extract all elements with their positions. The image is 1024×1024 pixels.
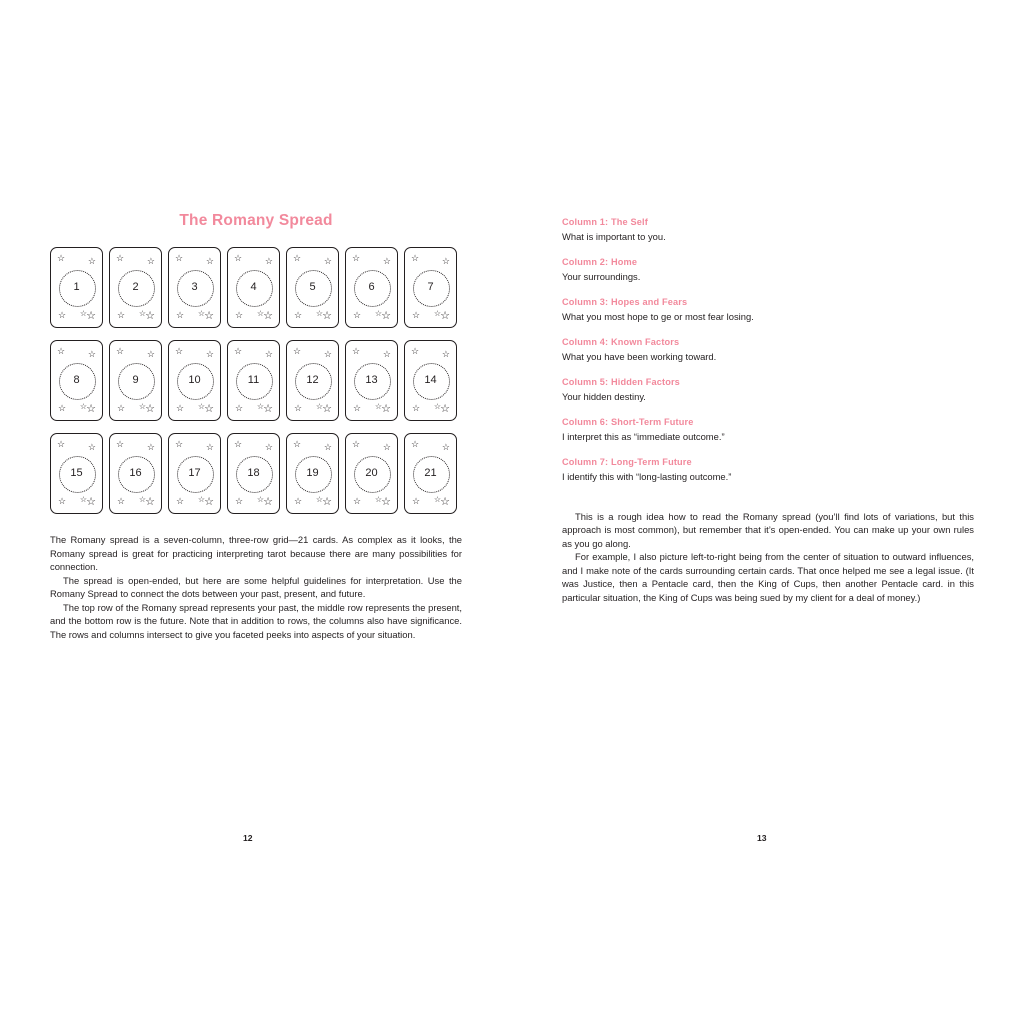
column-description: I identify this with “long-lasting outcome.” (562, 471, 732, 482)
star-icon: ☆ (352, 253, 361, 263)
star-icon: ☆ (235, 496, 244, 506)
star-icon: ☆ (382, 442, 391, 452)
star-icon: ☆ (264, 349, 273, 359)
star-icon: ☆ (79, 309, 87, 318)
star-icon: ☆ (79, 495, 87, 504)
star-icon: ☆ (441, 256, 450, 266)
star-icon: ☆ (440, 310, 450, 322)
star-icon: ☆ (145, 403, 155, 415)
star-icon: ☆ (263, 310, 273, 322)
tarot-card[interactable] (50, 247, 103, 328)
tarot-card[interactable] (109, 340, 162, 421)
column-description: What you have been working toward. (562, 351, 717, 362)
star-icon: ☆ (381, 403, 391, 415)
star-icon: ☆ (323, 349, 332, 359)
star-icon: ☆ (323, 442, 332, 452)
card-number: 10 (188, 373, 201, 386)
star-icon: ☆ (145, 310, 155, 322)
paragraph: The Romany spread is a seven-column, three-row grid—21 cards. As complex as it looks, the Romany spread is great for practicing interpreting tarot because there are many possibilities for connection. (50, 534, 462, 572)
star-icon: ☆ (79, 402, 87, 411)
star-icon: ☆ (440, 403, 450, 415)
star-icon: ☆ (146, 349, 155, 359)
star-icon: ☆ (352, 346, 361, 356)
tarot-card[interactable] (286, 247, 339, 328)
star-icon: ☆ (138, 402, 146, 411)
star-icon: ☆ (381, 310, 391, 322)
card-number: 3 (191, 280, 198, 293)
list-item (562, 456, 974, 484)
star-icon: ☆ (294, 496, 303, 506)
star-icon: ☆ (176, 496, 185, 506)
star-icon: ☆ (235, 310, 244, 320)
star-icon: ☆ (197, 309, 205, 318)
tarot-card[interactable] (286, 433, 339, 514)
tarot-card[interactable] (109, 247, 162, 328)
tarot-card[interactable] (404, 340, 457, 421)
star-icon: ☆ (433, 309, 441, 318)
card-number: 15 (70, 466, 83, 479)
star-icon: ☆ (441, 442, 450, 452)
list-item (562, 416, 974, 444)
star-icon: ☆ (235, 403, 244, 413)
tarot-card[interactable] (345, 433, 398, 514)
card-number: 8 (73, 373, 80, 386)
page-title: The Romany Spread (179, 212, 333, 229)
star-icon: ☆ (440, 496, 450, 508)
list-item (562, 336, 974, 364)
card-number: 21 (424, 466, 437, 479)
card-number: 2 (132, 280, 139, 293)
card-number: 16 (129, 466, 142, 479)
star-icon: ☆ (86, 403, 96, 415)
star-icon: ☆ (117, 403, 126, 413)
star-icon: ☆ (87, 442, 96, 452)
star-icon: ☆ (412, 310, 421, 320)
star-icon: ☆ (138, 495, 146, 504)
star-icon: ☆ (204, 403, 214, 415)
star-icon: ☆ (234, 439, 243, 449)
column-heading: Column 6: Short-Term Future (562, 417, 694, 427)
star-icon: ☆ (433, 495, 441, 504)
star-icon: ☆ (374, 309, 382, 318)
tarot-card-grid (50, 247, 462, 514)
star-icon: ☆ (204, 310, 214, 322)
star-icon: ☆ (87, 349, 96, 359)
tarot-card[interactable] (345, 340, 398, 421)
tarot-card[interactable] (404, 247, 457, 328)
star-icon: ☆ (411, 253, 420, 263)
page-number-right: 13 (757, 833, 767, 843)
tarot-card[interactable] (168, 340, 221, 421)
star-icon: ☆ (353, 403, 362, 413)
star-icon: ☆ (86, 496, 96, 508)
star-icon: ☆ (117, 310, 126, 320)
star-icon: ☆ (315, 309, 323, 318)
paragraph: The spread is open-ended, but here are some helpful guidelines for interpretation. Use the Romany Spread to connect the dots between your past, present, and future. (50, 574, 462, 599)
star-icon: ☆ (205, 349, 214, 359)
left-page (50, 172, 462, 641)
star-icon: ☆ (411, 346, 420, 356)
star-icon: ☆ (322, 403, 332, 415)
card-number: 19 (306, 466, 319, 479)
left-body-text (50, 533, 462, 641)
card-number: 18 (247, 466, 260, 479)
paragraph: For example, I also picture left-to-right being from the center of situation to outward influences, and I make note of the cards surrounding certain cards. That once helped me see a legal issue. (It was Justice, then a Pentacle card, then the King of Cups, then another Pentacle card. in this particular situation, the King of Cups was being sued by my client for a deal of money.) (562, 551, 974, 603)
star-icon: ☆ (256, 402, 264, 411)
column-heading: Column 7: Long-Term Future (562, 457, 692, 467)
tarot-card[interactable] (168, 247, 221, 328)
card-number: 6 (368, 280, 375, 293)
column-description: Your surroundings. (562, 271, 641, 282)
column-heading: Column 2: Home (562, 257, 638, 267)
list-item (562, 376, 974, 404)
card-number: 4 (250, 280, 257, 293)
star-icon: ☆ (58, 496, 67, 506)
card-number: 17 (188, 466, 201, 479)
star-icon: ☆ (146, 256, 155, 266)
column-meanings-list (562, 216, 974, 484)
star-icon: ☆ (264, 256, 273, 266)
star-icon: ☆ (294, 403, 303, 413)
star-icon: ☆ (256, 495, 264, 504)
tarot-card[interactable] (404, 433, 457, 514)
star-icon: ☆ (322, 310, 332, 322)
tarot-card[interactable] (227, 247, 280, 328)
star-icon: ☆ (323, 256, 332, 266)
star-icon: ☆ (116, 439, 125, 449)
star-icon: ☆ (382, 349, 391, 359)
column-description: I interpret this as “immediate outcome.” (562, 431, 725, 442)
tarot-card[interactable] (109, 433, 162, 514)
star-icon: ☆ (197, 495, 205, 504)
star-icon: ☆ (352, 439, 361, 449)
tarot-card[interactable] (168, 433, 221, 514)
page-number-left: 12 (243, 833, 253, 843)
star-icon: ☆ (116, 346, 125, 356)
card-row (50, 433, 462, 514)
list-item (562, 256, 974, 284)
paragraph: This is a rough idea how to read the Romany spread (you’ll find lots of variations, but this approach is most common), but remember that it’s open-ended. You can make up your own rules as you go along. (562, 510, 974, 549)
star-icon: ☆ (176, 310, 185, 320)
tarot-card[interactable] (286, 340, 339, 421)
star-icon: ☆ (293, 253, 302, 263)
star-icon: ☆ (175, 439, 184, 449)
star-icon: ☆ (353, 496, 362, 506)
column-description: What you most hope to ge or most fear losing. (562, 311, 754, 322)
card-row (50, 247, 462, 328)
star-icon: ☆ (175, 253, 184, 263)
star-icon: ☆ (256, 309, 264, 318)
right-page (562, 172, 974, 604)
star-icon: ☆ (315, 402, 323, 411)
star-icon: ☆ (117, 496, 126, 506)
star-icon: ☆ (138, 309, 146, 318)
star-icon: ☆ (175, 346, 184, 356)
star-icon: ☆ (353, 310, 362, 320)
star-icon: ☆ (374, 402, 382, 411)
star-icon: ☆ (57, 439, 66, 449)
star-icon: ☆ (205, 256, 214, 266)
star-icon: ☆ (381, 496, 391, 508)
star-icon: ☆ (441, 349, 450, 359)
star-icon: ☆ (87, 256, 96, 266)
card-row (50, 340, 462, 421)
card-number: 12 (306, 373, 319, 386)
star-icon: ☆ (293, 439, 302, 449)
star-icon: ☆ (263, 496, 273, 508)
star-icon: ☆ (294, 310, 303, 320)
tarot-card[interactable] (227, 340, 280, 421)
star-icon: ☆ (145, 496, 155, 508)
column-description: What is important to you. (562, 231, 666, 242)
star-icon: ☆ (58, 403, 67, 413)
column-description: Your hidden destiny. (562, 391, 646, 402)
list-item (562, 296, 974, 324)
column-heading: Column 3: Hopes and Fears (562, 297, 688, 307)
card-number: 11 (247, 373, 260, 386)
star-icon: ☆ (146, 442, 155, 452)
star-icon: ☆ (322, 496, 332, 508)
star-icon: ☆ (411, 439, 420, 449)
star-icon: ☆ (234, 253, 243, 263)
card-number: 14 (424, 373, 437, 386)
star-icon: ☆ (412, 403, 421, 413)
star-icon: ☆ (264, 442, 273, 452)
star-icon: ☆ (57, 253, 66, 263)
star-icon: ☆ (205, 442, 214, 452)
star-icon: ☆ (315, 495, 323, 504)
card-number: 13 (365, 373, 378, 386)
star-icon: ☆ (263, 403, 273, 415)
card-number: 7 (427, 280, 434, 293)
column-heading: Column 4: Known Factors (562, 337, 680, 347)
tarot-card[interactable] (50, 433, 103, 514)
card-number: 1 (73, 280, 80, 293)
star-icon: ☆ (374, 495, 382, 504)
star-icon: ☆ (234, 346, 243, 356)
card-number: 5 (309, 280, 316, 293)
star-icon: ☆ (412, 496, 421, 506)
star-icon: ☆ (116, 253, 125, 263)
column-heading: Column 1: The Self (562, 217, 648, 227)
star-icon: ☆ (86, 310, 96, 322)
star-icon: ☆ (58, 310, 67, 320)
star-icon: ☆ (433, 402, 441, 411)
star-icon: ☆ (197, 402, 205, 411)
star-icon: ☆ (176, 403, 185, 413)
star-icon: ☆ (382, 256, 391, 266)
right-body-text (562, 510, 974, 605)
list-item (562, 216, 974, 244)
tarot-card[interactable] (50, 340, 103, 421)
star-icon: ☆ (204, 496, 214, 508)
column-heading: Column 5: Hidden Factors (562, 377, 680, 387)
tarot-card[interactable] (345, 247, 398, 328)
paragraph: The top row of the Romany spread represents your past, the middle row represents the present, and the bottom row is the future. Note that in addition to rows, the columns also have significance. The rows and columns intersect to give you faceted peeks into aspects of your situation. (50, 601, 462, 640)
card-number: 20 (365, 466, 378, 479)
card-number: 9 (132, 373, 139, 386)
star-icon: ☆ (57, 346, 66, 356)
star-icon: ☆ (293, 346, 302, 356)
tarot-card[interactable] (227, 433, 280, 514)
